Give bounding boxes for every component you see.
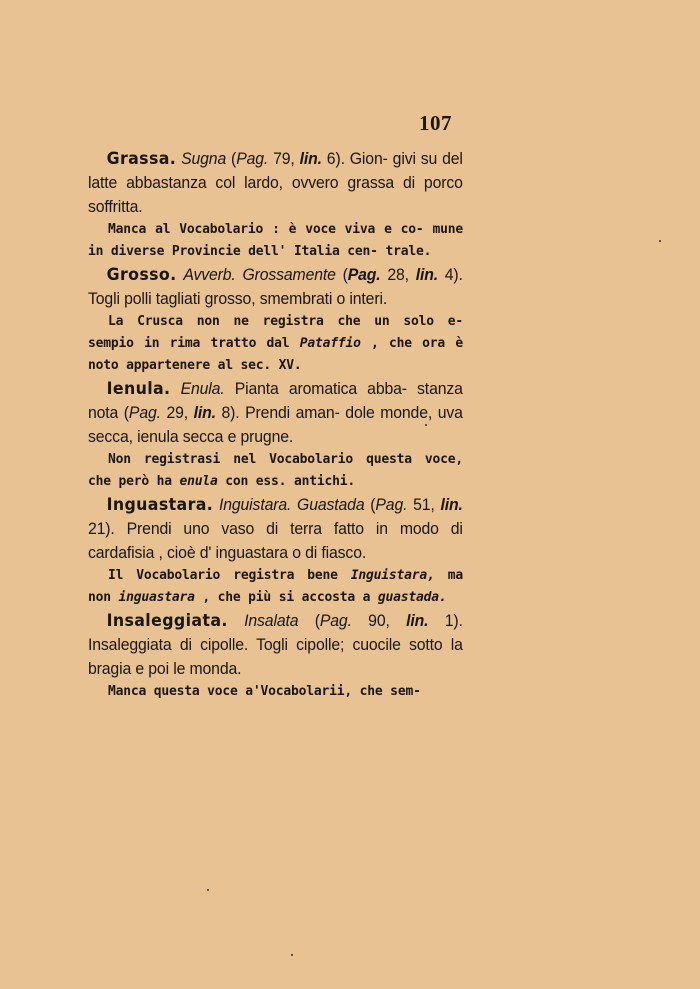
definition-grassa: [88, 147, 463, 219]
text-column: [88, 147, 463, 703]
text-run: (: [335, 265, 348, 284]
text-run: [170, 379, 180, 398]
text-run: lin.: [440, 495, 463, 514]
text-run: 4). Togli polli tagliati grosso, smembrati o interi.: [88, 265, 463, 308]
text-run: (: [298, 611, 320, 630]
text-run: Insalata: [244, 611, 299, 630]
note-insaleggiata: [88, 681, 463, 703]
text-run: lin.: [299, 149, 322, 168]
text-run: 79,: [268, 149, 300, 168]
text-run: [228, 611, 244, 630]
text-run: Il Vocabolario registra bene: [108, 568, 351, 583]
note-ienula: [88, 449, 463, 493]
page-number: 107: [419, 111, 452, 135]
text-run: Pianta aromatica abba- stanza nota (: [88, 379, 463, 422]
scan-speck: [207, 889, 209, 891]
note-text: Manca questa voce a'Vocabolarii, che sem-: [108, 684, 421, 699]
headword: Inguastara.: [106, 495, 214, 515]
scan-speck: [291, 954, 293, 956]
text-run: 29,: [160, 403, 194, 422]
note-grassa: [88, 219, 463, 263]
text-run: 90,: [351, 611, 407, 630]
entry-insaleggiata: [88, 609, 463, 703]
text-run: guastada.: [377, 590, 447, 605]
text-run: Avverb. Grossamente: [183, 265, 336, 284]
text-run: 51,: [407, 495, 441, 514]
text-run: (: [226, 149, 237, 168]
text-run: Enula.: [180, 379, 225, 398]
text-run: Non registrasi nel Vocabolario questa voce, che però ha: [88, 452, 463, 489]
text-run: enula: [179, 474, 218, 489]
text-run: [177, 265, 184, 284]
text-run: lin.: [406, 611, 429, 630]
note-text: Manca al Vocabolario : è voce viva e co- mune in diverse Provincie dell' Italia cen- trale.: [88, 222, 463, 259]
text-run: Inguistara. Guastada: [218, 495, 365, 514]
text-run: 8). Prendi aman- dole monde, uva secca, ienula secca e prugne.: [88, 403, 463, 446]
entry-ienula: [88, 377, 463, 493]
text-run: con ess. antichi.: [217, 474, 355, 489]
headword: Grassa.: [106, 149, 177, 169]
text-run: (: [364, 495, 376, 514]
text-run: Pag.: [347, 265, 381, 284]
text-run: 21). Prendi uno vaso di terra fatto in modo di cardafisia , cioè d' inguastara o di fiasco.: [88, 519, 463, 562]
text-run: Pag.: [236, 149, 269, 168]
entry-grassa: [88, 147, 463, 263]
headword: Grosso.: [106, 265, 177, 285]
text-run: La Crusca non ne registra che un solo e- sempio in rima tratto dal: [88, 314, 463, 351]
text-run: , che più si accosta a: [194, 590, 378, 605]
text-run: lin.: [415, 265, 438, 284]
entry-inguastara: [88, 493, 463, 609]
text-run: 28,: [380, 265, 416, 284]
text-run: lin.: [193, 403, 216, 422]
text-run: 6). Gion- givi su del latte abbastanza col lardo, ovvero grassa di porco soffritta.: [88, 149, 463, 216]
headword: Insaleggiata.: [106, 611, 228, 631]
definition-grosso: [88, 263, 463, 311]
definition-ienula: [88, 377, 463, 449]
headword: Ienula.: [106, 379, 171, 399]
definition-insaleggiata: [88, 609, 463, 681]
entry-grosso: [88, 263, 463, 377]
scan-speck: [425, 424, 427, 426]
text-run: 1). Insaleggiata di cipolle. Togli cipolle; cuocile sotto la bragia e poi le monda.: [88, 611, 463, 678]
text-run: inguastara: [118, 590, 195, 605]
note-inguastara: [88, 565, 463, 609]
text-run: ma non: [88, 568, 463, 605]
text-run: , che ora è noto appartenere al sec. XV.: [88, 336, 463, 373]
text-run: Inguistara,: [350, 568, 435, 583]
scan-speck: [659, 240, 661, 242]
text-run: Pataffio: [299, 336, 361, 351]
text-run: Pag.: [128, 403, 161, 422]
definition-inguastara: [88, 493, 463, 565]
text-run: Sugna: [181, 149, 227, 168]
note-grosso: [88, 311, 463, 377]
text-run: Pag.: [375, 495, 408, 514]
text-run: Pag.: [319, 611, 352, 630]
